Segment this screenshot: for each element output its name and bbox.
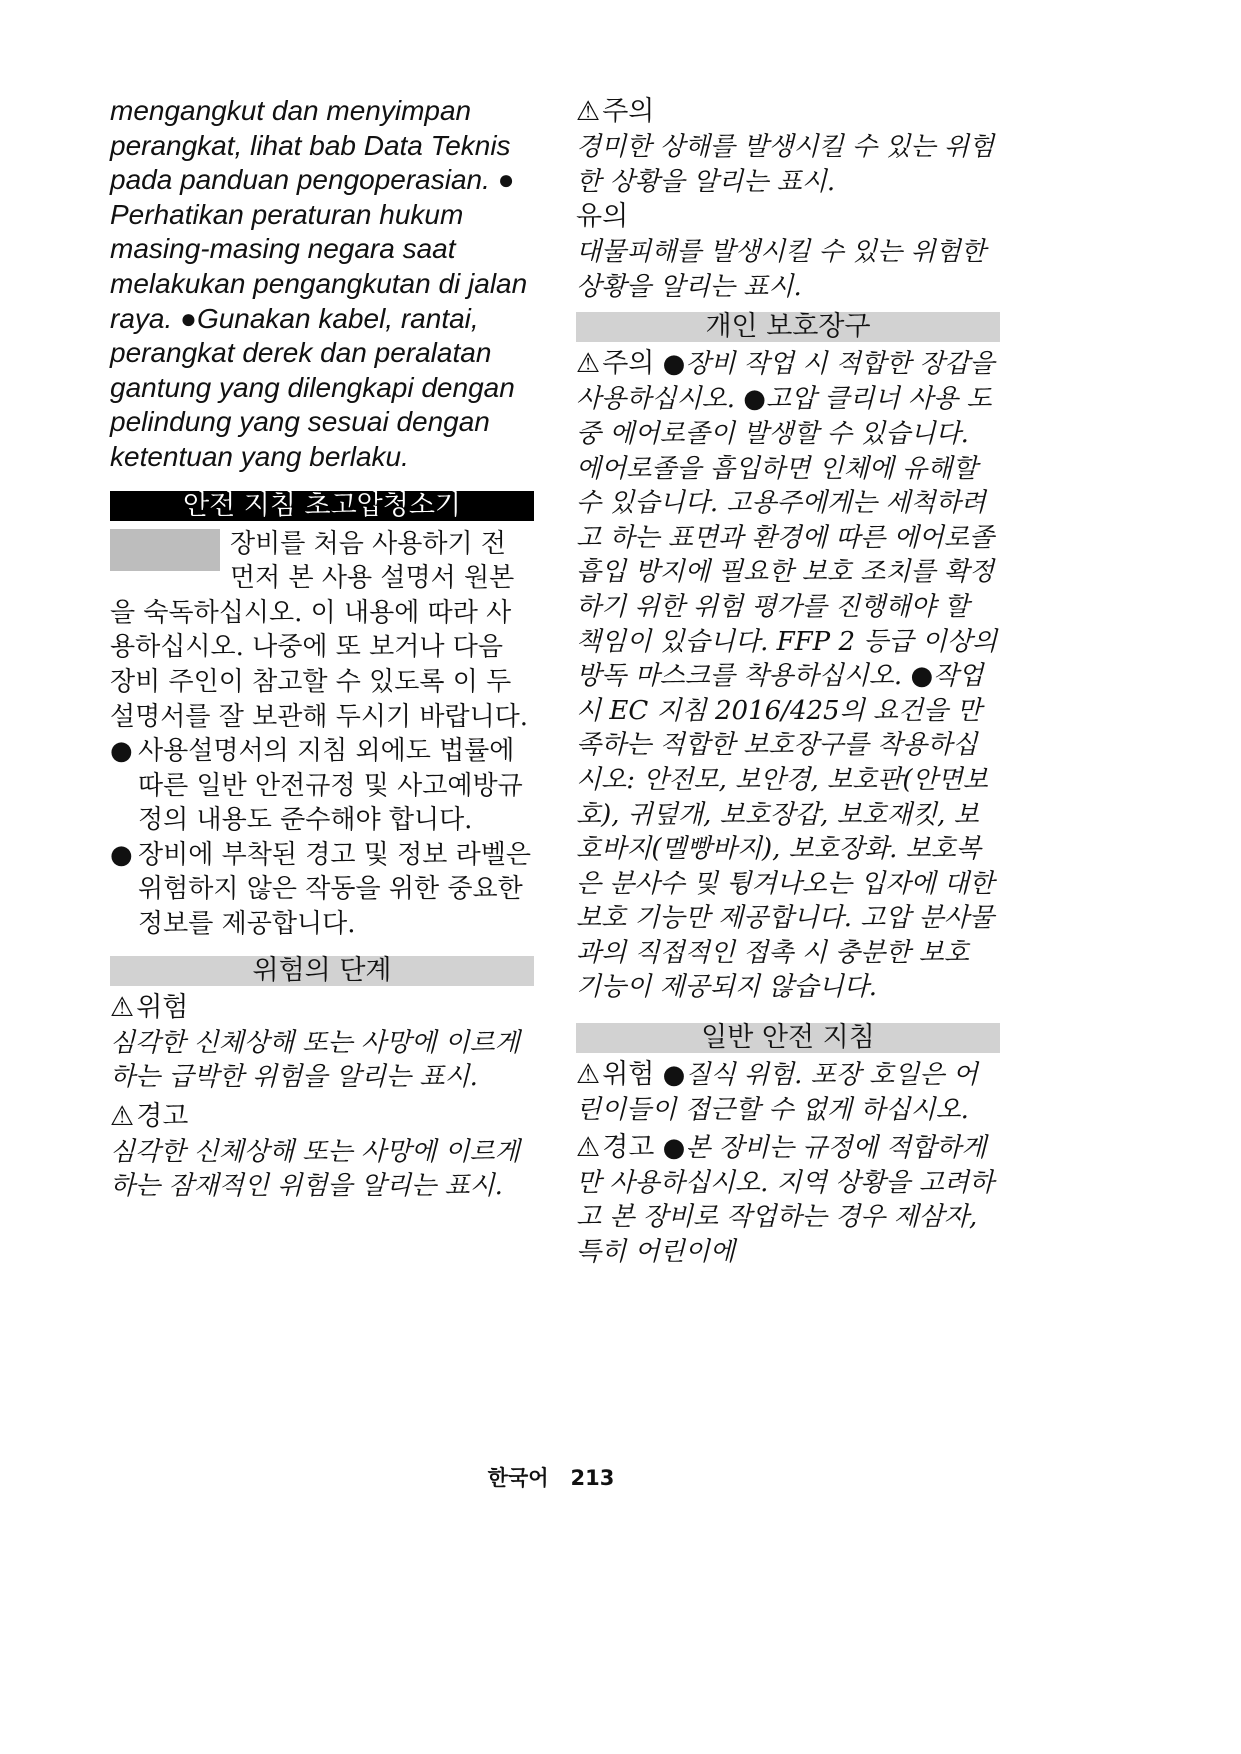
- footer-page-number: 213: [570, 1466, 615, 1490]
- warning-label-row: [110, 1099, 534, 1135]
- general-warning-label: 경고: [602, 1131, 655, 1163]
- safety-intro-text: 장비를 처음 사용하기 전 먼저 본 사용 설명서 원본을 숙독하십시오. 이 내용에 따라 사용하십시오. 나중에 또 보거나 다음 장비 주인이 참고할 수 있도록 이 두 설명서를 잘 보관해 두시기 바랍니다.: [110, 528, 529, 732]
- bullet-item-2: [110, 838, 534, 942]
- warning-triangle-icon: ⚠: [576, 1059, 601, 1091]
- warning-triangle-icon: ⚠: [576, 1131, 601, 1163]
- warning-triangle-icon: ⚠: [576, 348, 601, 380]
- intro-paragraph: mengangkut dan menyimpan perangkat, lihat bab Data Teknis pada panduan pengoperasian. ● Perhatikan peraturan hukum masing-masing negara saat melakukan pengangkutan di jalan raya. ●Gunakan kabel, rantai, perangkat derek dan peralatan gantung yang dilengkapi dengan pelindung yang sesuai dengan ketentuan yang berlaku.: [110, 95, 528, 472]
- ppe-label-row: [576, 348, 654, 379]
- page-footer: [0, 1462, 1102, 1492]
- general-danger-text: ●질식 위험. 포장 호일은 어린이들이 접근할 수 없게 하십시오.: [576, 1060, 978, 1126]
- general-danger-label: 위험: [602, 1059, 655, 1091]
- notice-label: 유의: [576, 201, 629, 233]
- ppe-block: [576, 346, 1000, 1005]
- placeholder-gray-box: [110, 529, 220, 571]
- general-warning-label-row: [576, 1132, 654, 1163]
- danger-description: 심각한 신체상해 또는 사망에 이르게 하는 급박한 위험을 알리는 표시.: [110, 1027, 520, 1093]
- bullet-dot-icon: ●: [110, 736, 133, 767]
- general-warning-text: ●본 장비는 규정에 적합하게만 사용하십시오. 지역 상황을 고려하고 본 장비로 작업하는 경우 제삼자, 특히 어린이에: [576, 1132, 995, 1267]
- general-warning-block: [576, 1130, 1000, 1270]
- warning-description: 심각한 신체상해 또는 사망에 이르게 하는 잠재적인 위험을 알리는 표시.: [110, 1136, 520, 1202]
- right-column: [576, 94, 1000, 1269]
- section-header-ppe: 개인 보호장구: [576, 312, 1000, 342]
- bullet-item-1: [110, 734, 534, 838]
- section-header-levels: 위험의 단계: [110, 956, 534, 986]
- safety-intro-block: [110, 527, 534, 735]
- footer-language: 한국어: [487, 1466, 549, 1490]
- bullet-dot-icon: ●: [110, 839, 133, 870]
- section-header-safety: 안전 지침 초고압청소기: [110, 491, 534, 521]
- danger-label: 위험: [136, 991, 189, 1023]
- caution-description: 경미한 상해를 발생시킬 수 있는 위험한 상황을 알리는 표시.: [576, 132, 995, 197]
- general-danger-block: [576, 1057, 1000, 1128]
- section-header-general: 일반 안전 지침: [576, 1023, 1000, 1053]
- warning-triangle-icon: ⚠: [110, 1100, 135, 1132]
- notice-description: 대물피해를 발생시킬 수 있는 위험한 상황을 알리는 표시.: [576, 237, 986, 302]
- danger-label-row: [110, 990, 534, 1026]
- bullet-text-2: 장비에 부착된 경고 및 정보 라벨은 위험하지 않은 작동을 위한 중요한 정보를 제공합니다.: [138, 839, 531, 940]
- ppe-text: ●장비 작업 시 적합한 장갑을 사용하십시오. ●고압 클리너 사용 도중 에어로졸이 발생할 수 있습니다. 에어로졸을 흡입하면 인체에 유해할 수 있습니다. 고용주에게는 세척하려고 하는 표면과 환경에 따른 에어로졸 흡입 방지에 필요한 보호 조치를 확정하기 위한 위험 평가를 진행해야 할 책임이 있습니다. FFP 2 등급 이상의 방독 마스크를 착용하십시오. ●작업 시 EC 지침 2016/425의 요건을 만족하는 적합한 보호장구를 착용하십시오: 안전모, 보안경, 보호판(안면보호), 귀덮개, 보호장갑, 보호재킷, 보호바지(멜빵바지), 보호장화. 보호복은 분사수 및 튕겨나오는 입자에 대한 보호 기능만 제공합니다. 고압 분사물과의 직접적인 접촉 시 충분한 보호 기능이 제공되지 않습니다.: [576, 349, 998, 1003]
- left-column: [110, 94, 534, 1204]
- caution-label-row: [576, 94, 1000, 130]
- general-danger-label-row: [576, 1059, 654, 1090]
- warning-label: 경고: [136, 1100, 189, 1132]
- warning-triangle-icon: ⚠: [576, 96, 601, 127]
- ppe-label: 주의: [602, 348, 655, 380]
- bullet-text-1: 사용설명서의 지침 외에도 법률에 따른 일반 안전규정 및 사고예방규정의 내용도 준수해야 합니다.: [138, 736, 523, 836]
- warning-triangle-icon: ⚠: [110, 991, 135, 1023]
- caution-label: 주의: [602, 96, 655, 127]
